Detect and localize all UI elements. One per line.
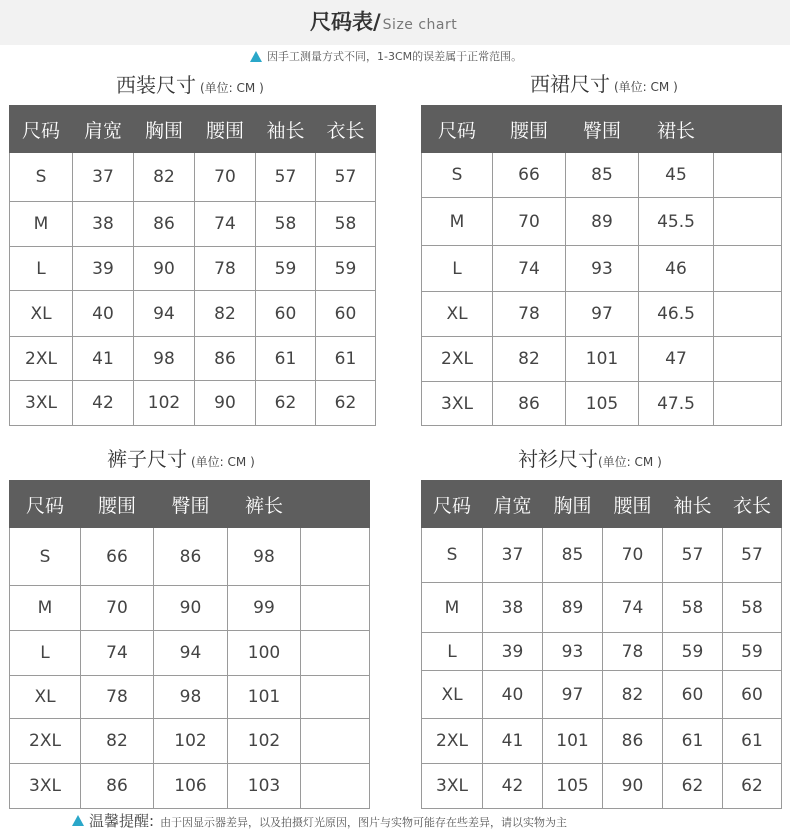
table-cell: 40 xyxy=(73,291,134,337)
size-label-cell: 2XL xyxy=(422,337,493,382)
column-header: 腰围 xyxy=(603,481,663,528)
column-header: 肩宽 xyxy=(73,106,134,153)
table-cell: 82 xyxy=(493,337,566,382)
table-cell: 103 xyxy=(228,764,301,809)
table-cell: 74 xyxy=(603,583,663,633)
table-cell: 46.5 xyxy=(639,292,714,337)
column-header: 腰围 xyxy=(195,106,256,153)
table-cell: 58 xyxy=(663,583,723,633)
table-row xyxy=(10,719,370,764)
table-row xyxy=(10,381,376,426)
table-row xyxy=(10,528,370,586)
column-header: 臀围 xyxy=(566,106,639,153)
table-cell xyxy=(301,719,370,764)
table-cell: 58 xyxy=(723,583,782,633)
page-title xyxy=(310,8,457,39)
table-cell: 47.5 xyxy=(639,382,714,426)
table-cell: 70 xyxy=(603,528,663,583)
size-label-cell: S xyxy=(422,528,483,583)
section-name: 衬衫尺寸 xyxy=(518,447,598,471)
size-label-cell: 3XL xyxy=(10,381,73,426)
size-label-cell: 3XL xyxy=(422,382,493,426)
column-header: 裤长 xyxy=(228,481,301,528)
table-cell xyxy=(714,246,782,292)
table-cell: 57 xyxy=(723,528,782,583)
table-row xyxy=(10,291,376,337)
table-cell: 86 xyxy=(603,719,663,764)
size-label-cell: 3XL xyxy=(422,764,483,809)
table-cell: 45 xyxy=(639,153,714,198)
table-row xyxy=(10,153,376,202)
table-header-row xyxy=(422,481,782,528)
size-label-cell: M xyxy=(422,583,483,633)
table-cell xyxy=(714,382,782,426)
table-cell: 94 xyxy=(154,631,228,676)
table-cell xyxy=(714,198,782,246)
section-name: 西装尺寸 xyxy=(116,73,196,97)
section-unit: (单位: CM ) xyxy=(191,455,255,469)
table-cell: 82 xyxy=(134,153,195,202)
table-header-row xyxy=(422,106,782,153)
table-cell: 82 xyxy=(81,719,154,764)
table-cell: 93 xyxy=(566,246,639,292)
table-cell: 86 xyxy=(134,202,195,247)
triangle-icon xyxy=(250,51,262,62)
column-header: 尺码 xyxy=(422,106,493,153)
table-cell: 78 xyxy=(195,247,256,291)
table-cell xyxy=(714,337,782,382)
table-row xyxy=(10,676,370,719)
table-cell: 60 xyxy=(256,291,316,337)
size-label-cell: L xyxy=(10,631,81,676)
table-cell: 62 xyxy=(663,764,723,809)
table-cell xyxy=(301,676,370,719)
table-cell: 61 xyxy=(723,719,782,764)
table-row xyxy=(422,583,782,633)
table-cell: 37 xyxy=(73,153,134,202)
column-header: 衣长 xyxy=(316,106,376,153)
column-header: 胸围 xyxy=(134,106,195,153)
measurement-notice xyxy=(250,50,522,64)
size-label-cell: S xyxy=(10,153,73,202)
table-cell: 61 xyxy=(663,719,723,764)
size-label-cell: M xyxy=(10,586,81,631)
table-cell: 74 xyxy=(195,202,256,247)
section-unit: (单位: CM ) xyxy=(200,81,264,95)
table-cell: 86 xyxy=(195,337,256,381)
footer-reminder xyxy=(72,810,567,834)
size-label-cell: 3XL xyxy=(10,764,81,809)
table-row xyxy=(10,631,370,676)
size-label-cell: 2XL xyxy=(422,719,483,764)
table-row xyxy=(10,202,376,247)
table-cell: 39 xyxy=(73,247,134,291)
table-cell xyxy=(714,153,782,198)
size-label-cell: 2XL xyxy=(10,719,81,764)
table-cell: 101 xyxy=(566,337,639,382)
column-header: 袖长 xyxy=(256,106,316,153)
size-label-cell: XL xyxy=(422,671,483,719)
table-cell: 85 xyxy=(543,528,603,583)
table-cell: 78 xyxy=(81,676,154,719)
table-cell: 59 xyxy=(256,247,316,291)
table-cell: 47 xyxy=(639,337,714,382)
table-row xyxy=(422,382,782,426)
table-cell: 59 xyxy=(316,247,376,291)
table-cell: 66 xyxy=(493,153,566,198)
column-header xyxy=(301,481,370,528)
table-cell: 101 xyxy=(543,719,603,764)
table-cell: 89 xyxy=(566,198,639,246)
table-cell: 38 xyxy=(483,583,543,633)
column-header: 胸围 xyxy=(543,481,603,528)
table-row xyxy=(422,764,782,809)
table-cell: 60 xyxy=(723,671,782,719)
table-cell: 58 xyxy=(316,202,376,247)
table-cell: 98 xyxy=(154,676,228,719)
section-unit: (单位: CM ) xyxy=(614,80,678,94)
size-label-cell: XL xyxy=(422,292,493,337)
table-cell: 106 xyxy=(154,764,228,809)
column-header: 衣长 xyxy=(723,481,782,528)
table-cell: 98 xyxy=(134,337,195,381)
footer-label: 温馨提醒: xyxy=(89,812,155,830)
section-unit: (单位: CM ) xyxy=(598,455,662,469)
table-row xyxy=(422,246,782,292)
table-cell: 78 xyxy=(603,633,663,671)
footer-text: 由于因显示器差异，以及拍摄灯光原因，图片与实物可能存在些差异，请以实物为主 xyxy=(160,816,568,829)
table-row xyxy=(10,337,376,381)
table-cell: 59 xyxy=(723,633,782,671)
table-cell: 39 xyxy=(483,633,543,671)
table-row xyxy=(422,528,782,583)
suit-size-table xyxy=(9,105,376,426)
shirt-table-title xyxy=(518,447,662,474)
table-cell: 57 xyxy=(316,153,376,202)
table-row xyxy=(10,247,376,291)
shirt-size-table xyxy=(421,480,782,809)
table-cell: 82 xyxy=(195,291,256,337)
table-cell: 42 xyxy=(483,764,543,809)
skirt-size-table xyxy=(421,105,782,426)
table-cell: 70 xyxy=(493,198,566,246)
table-cell: 57 xyxy=(663,528,723,583)
table-cell: 102 xyxy=(154,719,228,764)
pants-table-title xyxy=(107,447,255,474)
table-cell: 86 xyxy=(493,382,566,426)
pants-size-table xyxy=(9,480,370,809)
size-label-cell: L xyxy=(10,247,73,291)
table-cell: 85 xyxy=(566,153,639,198)
table-cell: 41 xyxy=(483,719,543,764)
table-cell xyxy=(301,528,370,586)
table-cell: 42 xyxy=(73,381,134,426)
table-cell: 97 xyxy=(566,292,639,337)
page-title-main: 尺码表/ xyxy=(310,10,381,34)
table-cell: 90 xyxy=(134,247,195,291)
table-cell: 98 xyxy=(228,528,301,586)
table-row xyxy=(422,671,782,719)
column-header: 袖长 xyxy=(663,481,723,528)
table-cell: 78 xyxy=(493,292,566,337)
table-row xyxy=(422,633,782,671)
column-header xyxy=(714,106,782,153)
table-cell: 105 xyxy=(543,764,603,809)
column-header: 裙长 xyxy=(639,106,714,153)
table-cell: 66 xyxy=(81,528,154,586)
table-cell: 74 xyxy=(493,246,566,292)
notice-text: 因手工测量方式不同，1-3CM的误差属于正常范围。 xyxy=(267,50,523,63)
table-cell: 38 xyxy=(73,202,134,247)
table-cell: 58 xyxy=(256,202,316,247)
table-cell: 57 xyxy=(256,153,316,202)
table-cell xyxy=(714,292,782,337)
table-row xyxy=(10,586,370,631)
table-cell: 70 xyxy=(195,153,256,202)
table-cell: 62 xyxy=(256,381,316,426)
table-cell: 94 xyxy=(134,291,195,337)
table-cell: 101 xyxy=(228,676,301,719)
table-cell: 61 xyxy=(316,337,376,381)
table-cell: 59 xyxy=(663,633,723,671)
table-cell: 90 xyxy=(195,381,256,426)
triangle-icon xyxy=(72,815,84,826)
table-row xyxy=(422,153,782,198)
size-label-cell: XL xyxy=(10,676,81,719)
column-header: 尺码 xyxy=(10,481,81,528)
table-cell: 74 xyxy=(81,631,154,676)
size-label-cell: L xyxy=(422,246,493,292)
table-cell xyxy=(301,586,370,631)
size-label-cell: L xyxy=(422,633,483,671)
table-cell: 93 xyxy=(543,633,603,671)
table-cell: 70 xyxy=(81,586,154,631)
table-cell: 105 xyxy=(566,382,639,426)
page-title-sub: Size chart xyxy=(382,17,458,33)
table-row xyxy=(422,719,782,764)
table-cell: 89 xyxy=(543,583,603,633)
column-header: 腰围 xyxy=(493,106,566,153)
table-header-row xyxy=(10,106,376,153)
table-cell: 46 xyxy=(639,246,714,292)
table-cell: 45.5 xyxy=(639,198,714,246)
table-cell: 102 xyxy=(228,719,301,764)
table-row xyxy=(422,337,782,382)
skirt-table-title xyxy=(530,72,678,99)
table-cell xyxy=(301,764,370,809)
table-cell: 82 xyxy=(603,671,663,719)
size-label-cell: M xyxy=(10,202,73,247)
table-cell: 37 xyxy=(483,528,543,583)
table-cell: 90 xyxy=(603,764,663,809)
size-label-cell: S xyxy=(10,528,81,586)
size-label-cell: M xyxy=(422,198,493,246)
column-header: 尺码 xyxy=(10,106,73,153)
column-header: 臀围 xyxy=(154,481,228,528)
table-cell: 40 xyxy=(483,671,543,719)
section-name: 西裙尺寸 xyxy=(530,72,610,96)
table-cell: 97 xyxy=(543,671,603,719)
suit-table-title xyxy=(116,73,264,100)
column-header: 腰围 xyxy=(81,481,154,528)
column-header: 尺码 xyxy=(422,481,483,528)
table-cell: 61 xyxy=(256,337,316,381)
size-label-cell: 2XL xyxy=(10,337,73,381)
table-row xyxy=(10,764,370,809)
table-cell: 41 xyxy=(73,337,134,381)
column-header: 肩宽 xyxy=(483,481,543,528)
table-cell: 100 xyxy=(228,631,301,676)
table-cell: 62 xyxy=(723,764,782,809)
table-cell: 62 xyxy=(316,381,376,426)
size-label-cell: S xyxy=(422,153,493,198)
table-cell: 86 xyxy=(154,528,228,586)
table-cell xyxy=(301,631,370,676)
table-row xyxy=(422,292,782,337)
table-header-row xyxy=(10,481,370,528)
table-cell: 60 xyxy=(663,671,723,719)
table-cell: 86 xyxy=(81,764,154,809)
table-cell: 90 xyxy=(154,586,228,631)
table-cell: 99 xyxy=(228,586,301,631)
table-cell: 60 xyxy=(316,291,376,337)
table-row xyxy=(422,198,782,246)
table-cell: 102 xyxy=(134,381,195,426)
section-name: 裤子尺寸 xyxy=(107,447,187,471)
size-label-cell: XL xyxy=(10,291,73,337)
